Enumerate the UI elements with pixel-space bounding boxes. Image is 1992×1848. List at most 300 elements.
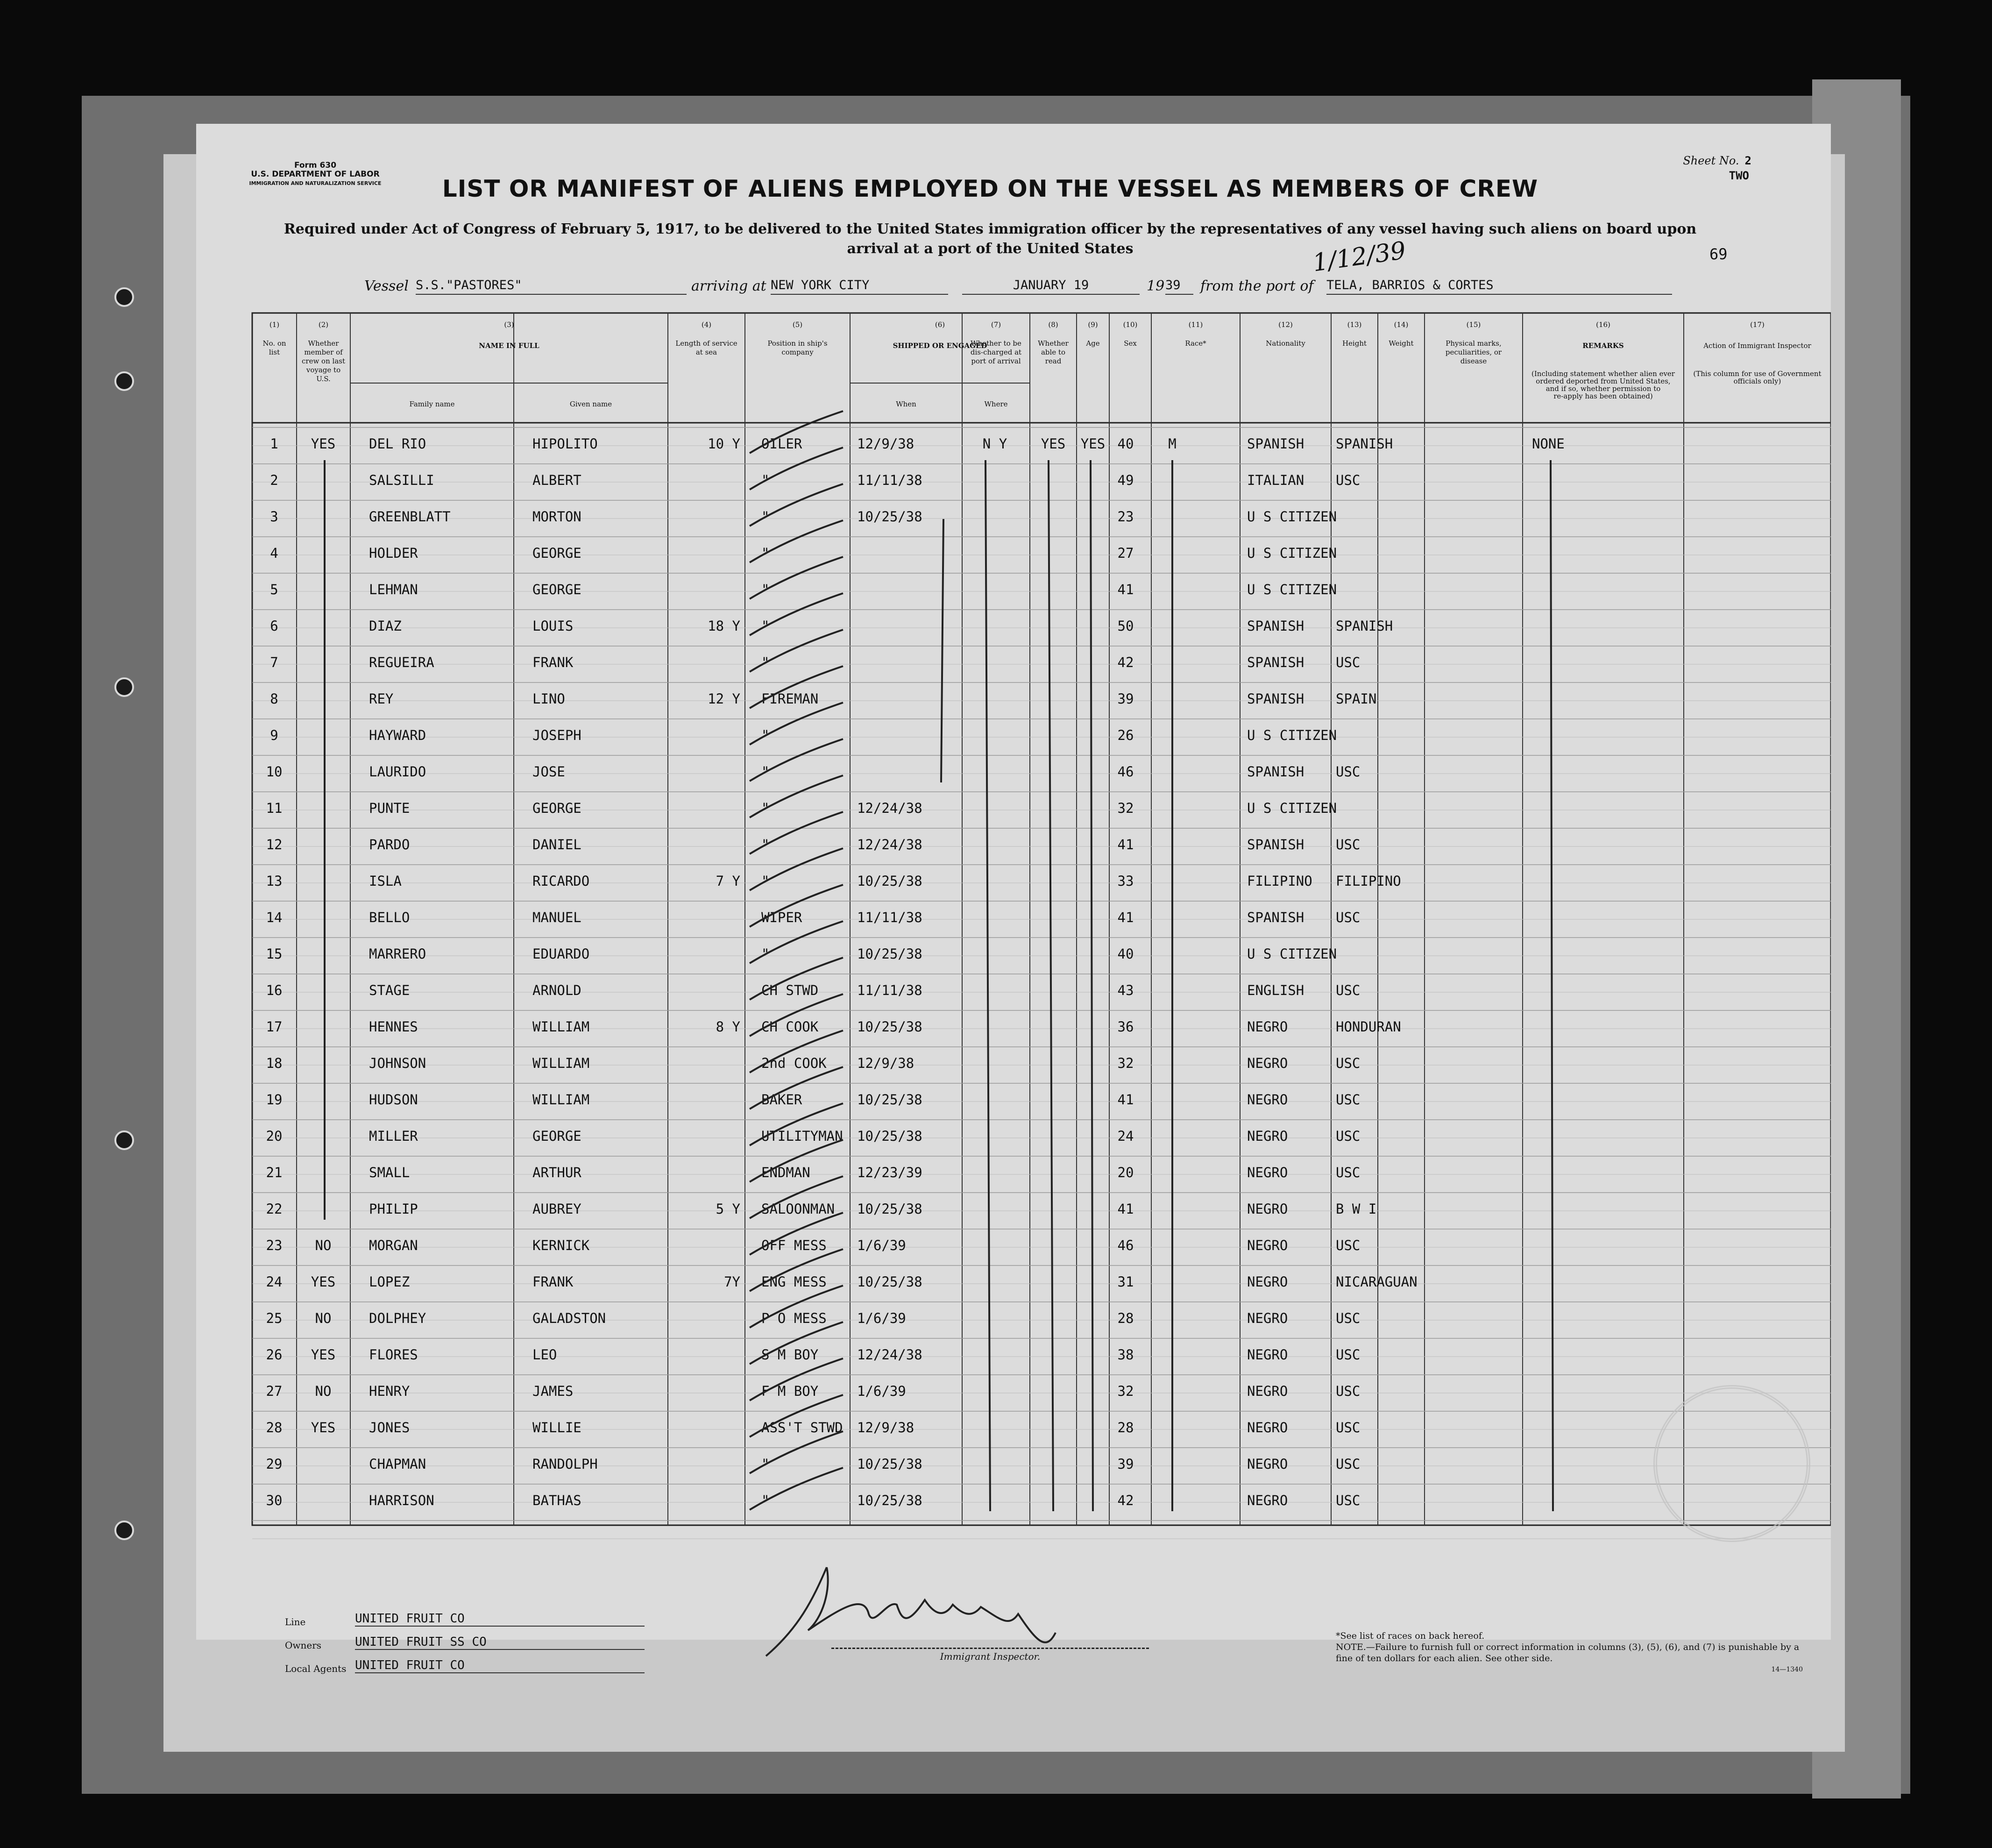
cell-position: " (761, 946, 770, 962)
cell-position: " (761, 727, 770, 743)
cell-age: 40 (1117, 436, 1134, 452)
cell-race: NEGRO (1247, 1092, 1288, 1108)
cell-no: 28 (266, 1420, 283, 1436)
cell-age: 50 (1117, 618, 1134, 634)
cell-given: LEO (532, 1347, 557, 1363)
column-subheading: (This column for use of Government (1693, 370, 1822, 378)
column-heading: disease (1460, 357, 1487, 365)
cell-when: 10/25/38 (857, 1274, 922, 1290)
owners-label: Owners (285, 1640, 322, 1651)
cell-race: SPANISH (1247, 654, 1304, 670)
cell-age: 24 (1117, 1128, 1134, 1144)
page-number: 69 (1709, 245, 1728, 263)
arriving-at: NEW YORK CITY (771, 278, 948, 295)
cell-age: 39 (1117, 691, 1134, 707)
cell-age: 38 (1117, 1347, 1134, 1363)
cell-race: U S CITIZEN (1247, 582, 1337, 597)
cell-age: 41 (1117, 1201, 1134, 1217)
cell-family: CHAPMAN (369, 1456, 426, 1472)
manifest-table (196, 124, 1831, 1640)
cell-service: 12 Y (708, 691, 740, 707)
column-number: (9) (1088, 320, 1098, 329)
cell-no: 6 (270, 618, 278, 634)
cell-family: JONES (369, 1420, 410, 1436)
cell-position: " (761, 618, 770, 634)
cell-given: RANDOLPH (532, 1456, 598, 1472)
cell-nationality: USC (1336, 654, 1361, 670)
cell-race: SPANISH (1247, 436, 1304, 452)
cell-family: HARRISON (369, 1493, 434, 1508)
cell-age: 32 (1117, 1383, 1134, 1399)
cell-given: DANIEL (532, 837, 581, 853)
cell-race: NEGRO (1247, 1165, 1288, 1180)
cell-no: 21 (266, 1165, 283, 1180)
cell-no: 3 (270, 509, 278, 525)
cell-read: YES (1080, 436, 1106, 452)
cell-race: NEGRO (1247, 1019, 1288, 1035)
column-heading: Whether (1038, 339, 1069, 348)
cell-position: " (761, 472, 770, 488)
cell-family: HOLDER (369, 545, 418, 561)
cell-family: SALSILLI (369, 472, 434, 488)
cell-family: REGUEIRA (369, 654, 434, 670)
cell-when: 11/11/38 (857, 910, 922, 925)
cell-given: LOUIS (532, 618, 574, 634)
column-heading: peculiarities, or (1445, 348, 1502, 356)
column-heading: Nationality (1266, 339, 1305, 348)
cell-age: 28 (1117, 1310, 1134, 1326)
cell-when: 10/25/38 (857, 1493, 922, 1508)
column-heading: No. on (262, 339, 286, 348)
cell-position: ENDMAN (761, 1165, 810, 1180)
cell-nationality: USC (1336, 837, 1361, 853)
punch-hole (114, 371, 134, 391)
column-heading: company (781, 348, 814, 356)
cell-no: 13 (266, 873, 283, 889)
cell-nationality: USC (1336, 1237, 1361, 1253)
column-number: (5) (792, 320, 803, 329)
cell-where: N Y (982, 436, 1007, 452)
column-heading: SHIPPED OR ENGAGED (893, 341, 987, 350)
cell-position: FIREMAN (761, 691, 819, 707)
cell-family: SMALL (369, 1165, 410, 1180)
column-subheading: Given name (569, 400, 612, 408)
cell-position: WIPER (761, 910, 802, 925)
sheet-number-label: Sheet No. (1683, 154, 1739, 167)
cell-age: 41 (1117, 837, 1134, 853)
form-service: IMMIGRATION AND NATURALIZATION SERVICE (249, 180, 382, 186)
column-number: (10) (1123, 320, 1138, 329)
cell-when: 10/25/38 (857, 946, 922, 962)
ditto-line (1551, 460, 1553, 1511)
cell-family: MILLER (369, 1128, 418, 1144)
cell-age: 33 (1117, 873, 1134, 889)
cell-family: HUDSON (369, 1092, 418, 1108)
cell-nationality: USC (1336, 1092, 1361, 1108)
cell-no: 9 (270, 727, 278, 743)
cell-nationality: USC (1336, 472, 1361, 488)
cell-service: 8 Y (716, 1019, 740, 1035)
cell-age: 26 (1117, 727, 1134, 743)
column-heading: REMARKS (1582, 341, 1624, 350)
cell-nationality: USC (1336, 1055, 1361, 1071)
cell-race: NEGRO (1247, 1383, 1288, 1399)
cell-age: 46 (1117, 764, 1134, 780)
cell-no: 29 (266, 1456, 283, 1472)
cell-position: CH STWD (761, 982, 819, 998)
cell-family: DIAZ (369, 618, 402, 634)
cell-nationality: USC (1336, 764, 1361, 780)
cell-position: UTILITYMAN (761, 1128, 843, 1144)
cell-when: 1/6/39 (857, 1383, 906, 1399)
cell-position: " (761, 582, 770, 597)
cell-no: 27 (266, 1383, 283, 1399)
cell-given: GEORGE (532, 545, 581, 561)
column-heading: dis-charged at (970, 348, 1022, 356)
cell-age: 31 (1117, 1274, 1134, 1290)
cell-when: 12/9/38 (857, 1055, 914, 1071)
cell-age: 32 (1117, 1055, 1134, 1071)
column-heading: Weight (1389, 339, 1414, 348)
cell-race: ITALIAN (1247, 472, 1304, 488)
cell-no: 1 (270, 436, 278, 452)
document-title: LIST OR MANIFEST OF ALIENS EMPLOYED ON THE VESSEL AS MEMBERS OF CREW (442, 175, 1538, 202)
cell-position: OILER (761, 436, 802, 452)
cell-age: 40 (1117, 946, 1134, 962)
column-number: (4) (701, 320, 712, 329)
manifest-sheet (196, 124, 1831, 1674)
cell-prev: NO (315, 1237, 332, 1253)
column-heading: port of arrival (971, 357, 1021, 365)
arriving-label: arriving at (691, 278, 766, 294)
cell-when: 12/24/38 (857, 1347, 922, 1363)
form-department: U.S. DEPARTMENT OF LABOR (251, 170, 380, 179)
cell-prev: NO (315, 1383, 332, 1399)
cell-when: 10/25/38 (857, 1456, 922, 1472)
form-code: 14—1340 (1771, 1666, 1803, 1673)
column-heading: Race* (1185, 339, 1206, 348)
cell-position: P O MESS (761, 1310, 827, 1326)
column-number: (14) (1394, 320, 1409, 329)
cell-discharged: YES (1041, 436, 1066, 452)
cell-family: LAURIDO (369, 764, 426, 780)
cell-position: " (761, 509, 770, 525)
document-subtitle: Required under Act of Congress of February 5, 1917, to be delivered to the United States immigration officer by the representatives of any vessel having such aliens on board upon arrival at a port of the United States (284, 221, 1697, 257)
ditto-line (1049, 460, 1053, 1511)
cell-no: 15 (266, 946, 283, 962)
cell-prev: YES (311, 1420, 336, 1436)
cell-when: 1/6/39 (857, 1310, 906, 1326)
footer-notes (1336, 1630, 1803, 1675)
cell-when: 12/24/38 (857, 800, 922, 816)
cell-age: 41 (1117, 910, 1134, 925)
cell-nationality: USC (1336, 982, 1361, 998)
cell-no: 23 (266, 1237, 283, 1253)
cell-no: 22 (266, 1201, 283, 1217)
cell-position: " (761, 837, 770, 853)
cell-sex: M (1168, 436, 1177, 452)
cell-nationality: FILIPINO (1336, 873, 1401, 889)
cell-age: 20 (1117, 1165, 1134, 1180)
race-note: *See list of races on back hereof. (1336, 1631, 1485, 1641)
column-number: (7) (991, 320, 1001, 329)
cell-no: 19 (266, 1092, 283, 1108)
punch-hole (114, 287, 134, 307)
cell-given: WILLIE (532, 1420, 581, 1436)
column-heading: voyage to (306, 366, 341, 374)
column-heading: Position in ship's (767, 339, 828, 348)
column-heading: Whether (308, 339, 339, 348)
cell-position: CH COOK (761, 1019, 819, 1035)
ditto-line (985, 460, 990, 1511)
column-heading: list (269, 348, 280, 356)
column-subheading: (Including statement whether alien ever (1531, 370, 1675, 378)
cell-no: 18 (266, 1055, 283, 1071)
cell-given: GEORGE (532, 1128, 581, 1144)
cell-given: WILLIAM (532, 1055, 590, 1071)
cell-prev: YES (311, 436, 336, 452)
cell-family: PHILIP (369, 1201, 418, 1217)
cell-when: 12/24/38 (857, 837, 922, 853)
column-number: (12) (1278, 320, 1293, 329)
column-subheading: When (896, 400, 916, 408)
column-number: (16) (1596, 320, 1610, 329)
cell-given: LINO (532, 691, 565, 707)
cell-family: HAYWARD (369, 727, 426, 743)
cell-age: 49 (1117, 472, 1134, 488)
cell-race: SPANISH (1247, 837, 1304, 853)
column-number: (11) (1188, 320, 1203, 329)
cell-given: HIPOLITO (532, 436, 598, 452)
cell-position: S M BOY (761, 1347, 819, 1363)
cell-race: NEGRO (1247, 1237, 1288, 1253)
cell-no: 5 (270, 582, 278, 597)
cell-age: 23 (1117, 509, 1134, 525)
cell-when: 10/25/38 (857, 1128, 922, 1144)
column-heading: Whether to be (971, 339, 1021, 348)
column-number: (17) (1750, 320, 1765, 329)
cell-race: SPANISH (1247, 764, 1304, 780)
cell-service: 7 Y (716, 873, 740, 889)
column-number: (2) (318, 320, 329, 329)
cell-given: GEORGE (532, 582, 581, 597)
cell-race: NEGRO (1247, 1456, 1288, 1472)
cell-given: FRANK (532, 654, 574, 670)
cell-no: 25 (266, 1310, 283, 1326)
cell-nationality: USC (1336, 1347, 1361, 1363)
column-number: (8) (1048, 320, 1058, 329)
form-number: Form 630 (294, 161, 337, 170)
cell-age: 28 (1117, 1420, 1134, 1436)
cell-no: 8 (270, 691, 278, 707)
penalty-note: NOTE.—Failure to furnish full or correct information in columns (3), (5), (6), and (7) is punishable by a fine of ten dollars for each alien. See other side. (1336, 1642, 1800, 1663)
cell-position: " (761, 800, 770, 816)
cell-race: U S CITIZEN (1247, 545, 1337, 561)
column-subheading: officials only) (1733, 377, 1781, 385)
cell-nationality: USC (1336, 1456, 1361, 1472)
column-heading: Height (1342, 339, 1367, 348)
column-number: (3) (504, 320, 514, 329)
cell-race: U S CITIZEN (1247, 800, 1337, 816)
cell-race: ENGLISH (1247, 982, 1304, 998)
cell-given: BATHAS (532, 1493, 581, 1508)
cell-when: 10/25/38 (857, 1019, 922, 1035)
cell-family: DOLPHEY (369, 1310, 426, 1326)
cell-family: MARRERO (369, 946, 426, 962)
year-prefix: 19 (1147, 278, 1165, 294)
cell-no: 10 (266, 764, 283, 780)
cell-age: 27 (1117, 545, 1134, 561)
column-subheading: ordered deported from United States, (1536, 377, 1671, 385)
cell-race: U S CITIZEN (1247, 946, 1337, 962)
cell-given: ARTHUR (532, 1165, 581, 1180)
column-heading: able to (1041, 348, 1066, 356)
cell-nationality: SPANISH (1336, 618, 1393, 634)
cell-given: GEORGE (532, 800, 581, 816)
cell-given: MANUEL (532, 910, 581, 925)
punch-hole (114, 1521, 134, 1540)
cell-family: MORGAN (369, 1237, 418, 1253)
cell-no: 2 (270, 472, 278, 488)
cell-nationality: USC (1336, 1383, 1361, 1399)
cell-position: ENG MESS (761, 1274, 827, 1290)
cell-age: 41 (1117, 582, 1134, 597)
cell-marks: NONE (1532, 436, 1565, 452)
cell-no: 20 (266, 1128, 283, 1144)
cell-age: 39 (1117, 1456, 1134, 1472)
cell-age: 46 (1117, 1237, 1134, 1253)
arrival-year: 39 (1165, 278, 1193, 295)
agents-value: UNITED FRUIT CO (355, 1658, 645, 1673)
line-label: Line (285, 1616, 306, 1628)
column-heading: member of (304, 348, 343, 356)
cell-when: 10/25/38 (857, 1092, 922, 1108)
cell-when: 12/23/39 (857, 1165, 922, 1180)
cell-no: 12 (266, 837, 283, 853)
cell-nationality: NICARAGUAN (1336, 1274, 1418, 1290)
faded-seal (1653, 1385, 1810, 1542)
column-heading: Age (1086, 339, 1100, 348)
cell-given: JAMES (532, 1383, 574, 1399)
cell-position: " (761, 873, 770, 889)
cell-service: 18 Y (708, 618, 740, 634)
cell-age: 42 (1117, 654, 1134, 670)
cell-race: NEGRO (1247, 1310, 1288, 1326)
column-heading: Sex (1124, 339, 1137, 348)
cell-given: FRANK (532, 1274, 574, 1290)
cell-given: MORTON (532, 509, 581, 525)
cell-when: 12/9/38 (857, 436, 914, 452)
cell-no: 24 (266, 1274, 283, 1290)
column-subheading: re-apply has been obtained) (1553, 392, 1653, 400)
cell-nationality: USC (1336, 1493, 1361, 1508)
from-port: TELA, BARRIOS & CORTES (1326, 278, 1672, 295)
cell-position: OFF MESS (761, 1237, 827, 1253)
cell-service: 5 Y (716, 1201, 740, 1217)
cell-race: NEGRO (1247, 1420, 1288, 1436)
handwritten-date: 1/12/39 (1311, 236, 1408, 277)
sheet-number-value: 2 (1744, 154, 1751, 167)
cell-when: 11/11/38 (857, 982, 922, 998)
cell-family: STAGE (369, 982, 410, 998)
cell-race: FILIPINO (1247, 873, 1312, 889)
vessel-name: S.S."PASTORES" (416, 278, 687, 295)
sheet-number-words: TWO (1729, 169, 1749, 182)
cell-when: 10/25/38 (857, 1201, 922, 1217)
cell-family: FLORES (369, 1347, 418, 1363)
cell-position: BAKER (761, 1092, 802, 1108)
cell-nationality: USC (1336, 1165, 1361, 1180)
column-heading: crew on last (302, 357, 345, 365)
cell-position: SALOONMAN (761, 1201, 835, 1217)
column-subheading: Where (984, 400, 1008, 408)
cell-age: 42 (1117, 1493, 1134, 1508)
cell-when: 10/25/38 (857, 873, 922, 889)
cell-race: SPANISH (1247, 910, 1304, 925)
cell-family: ISLA (369, 873, 402, 889)
cell-given: JOSE (532, 764, 565, 780)
cell-family: HENNES (369, 1019, 418, 1035)
cell-nationality: USC (1336, 1128, 1361, 1144)
cell-prev: NO (315, 1310, 332, 1326)
column-number: (15) (1466, 320, 1481, 329)
cell-position: 2nd COOK (761, 1055, 827, 1071)
cell-given: AUBREY (532, 1201, 581, 1217)
vessel-label: Vessel (364, 278, 409, 294)
column-heading: at sea (695, 348, 717, 356)
cell-race: U S CITIZEN (1247, 727, 1337, 743)
cell-nationality: SPANISH (1336, 436, 1393, 452)
ditto-line (941, 519, 943, 782)
cell-no: 11 (266, 800, 283, 816)
cell-given: ARNOLD (532, 982, 581, 998)
inspector-signature (757, 1549, 1084, 1661)
cell-race: NEGRO (1247, 1201, 1288, 1217)
cell-nationality: HONDURAN (1336, 1019, 1401, 1035)
arrival-date: JANUARY 19 (962, 278, 1140, 295)
cell-prev: YES (311, 1274, 336, 1290)
ditto-line (1091, 460, 1093, 1511)
column-heading: Physical marks, (1446, 339, 1502, 348)
cell-race: U S CITIZEN (1247, 509, 1337, 525)
cell-given: WILLIAM (532, 1092, 590, 1108)
cell-race: SPANISH (1247, 618, 1304, 634)
cell-age: 43 (1117, 982, 1134, 998)
cell-no: 26 (266, 1347, 283, 1363)
cell-race: NEGRO (1247, 1347, 1288, 1363)
cell-no: 7 (270, 654, 278, 670)
cell-race: NEGRO (1247, 1274, 1288, 1290)
cell-given: KERNICK (532, 1237, 590, 1253)
cell-position: F M BOY (761, 1383, 819, 1399)
cell-service: 7Y (724, 1274, 740, 1290)
cell-given: WILLIAM (532, 1019, 590, 1035)
cell-nationality: USC (1336, 910, 1361, 925)
cell-family: REY (369, 691, 394, 707)
cell-family: HENRY (369, 1383, 410, 1399)
cell-service: 10 Y (708, 436, 740, 452)
cell-no: 30 (266, 1493, 283, 1508)
cell-given: RICARDO (532, 873, 590, 889)
inspector-label: Immigrant Inspector. (940, 1651, 1041, 1662)
cell-position: " (761, 545, 770, 561)
punch-hole (114, 1130, 134, 1150)
from-port-label: from the port of (1200, 278, 1314, 294)
cell-family: GREENBLATT (369, 509, 451, 525)
column-heading: read (1045, 357, 1062, 365)
cell-when: 11/11/38 (857, 472, 922, 488)
cell-position: " (761, 1456, 770, 1472)
